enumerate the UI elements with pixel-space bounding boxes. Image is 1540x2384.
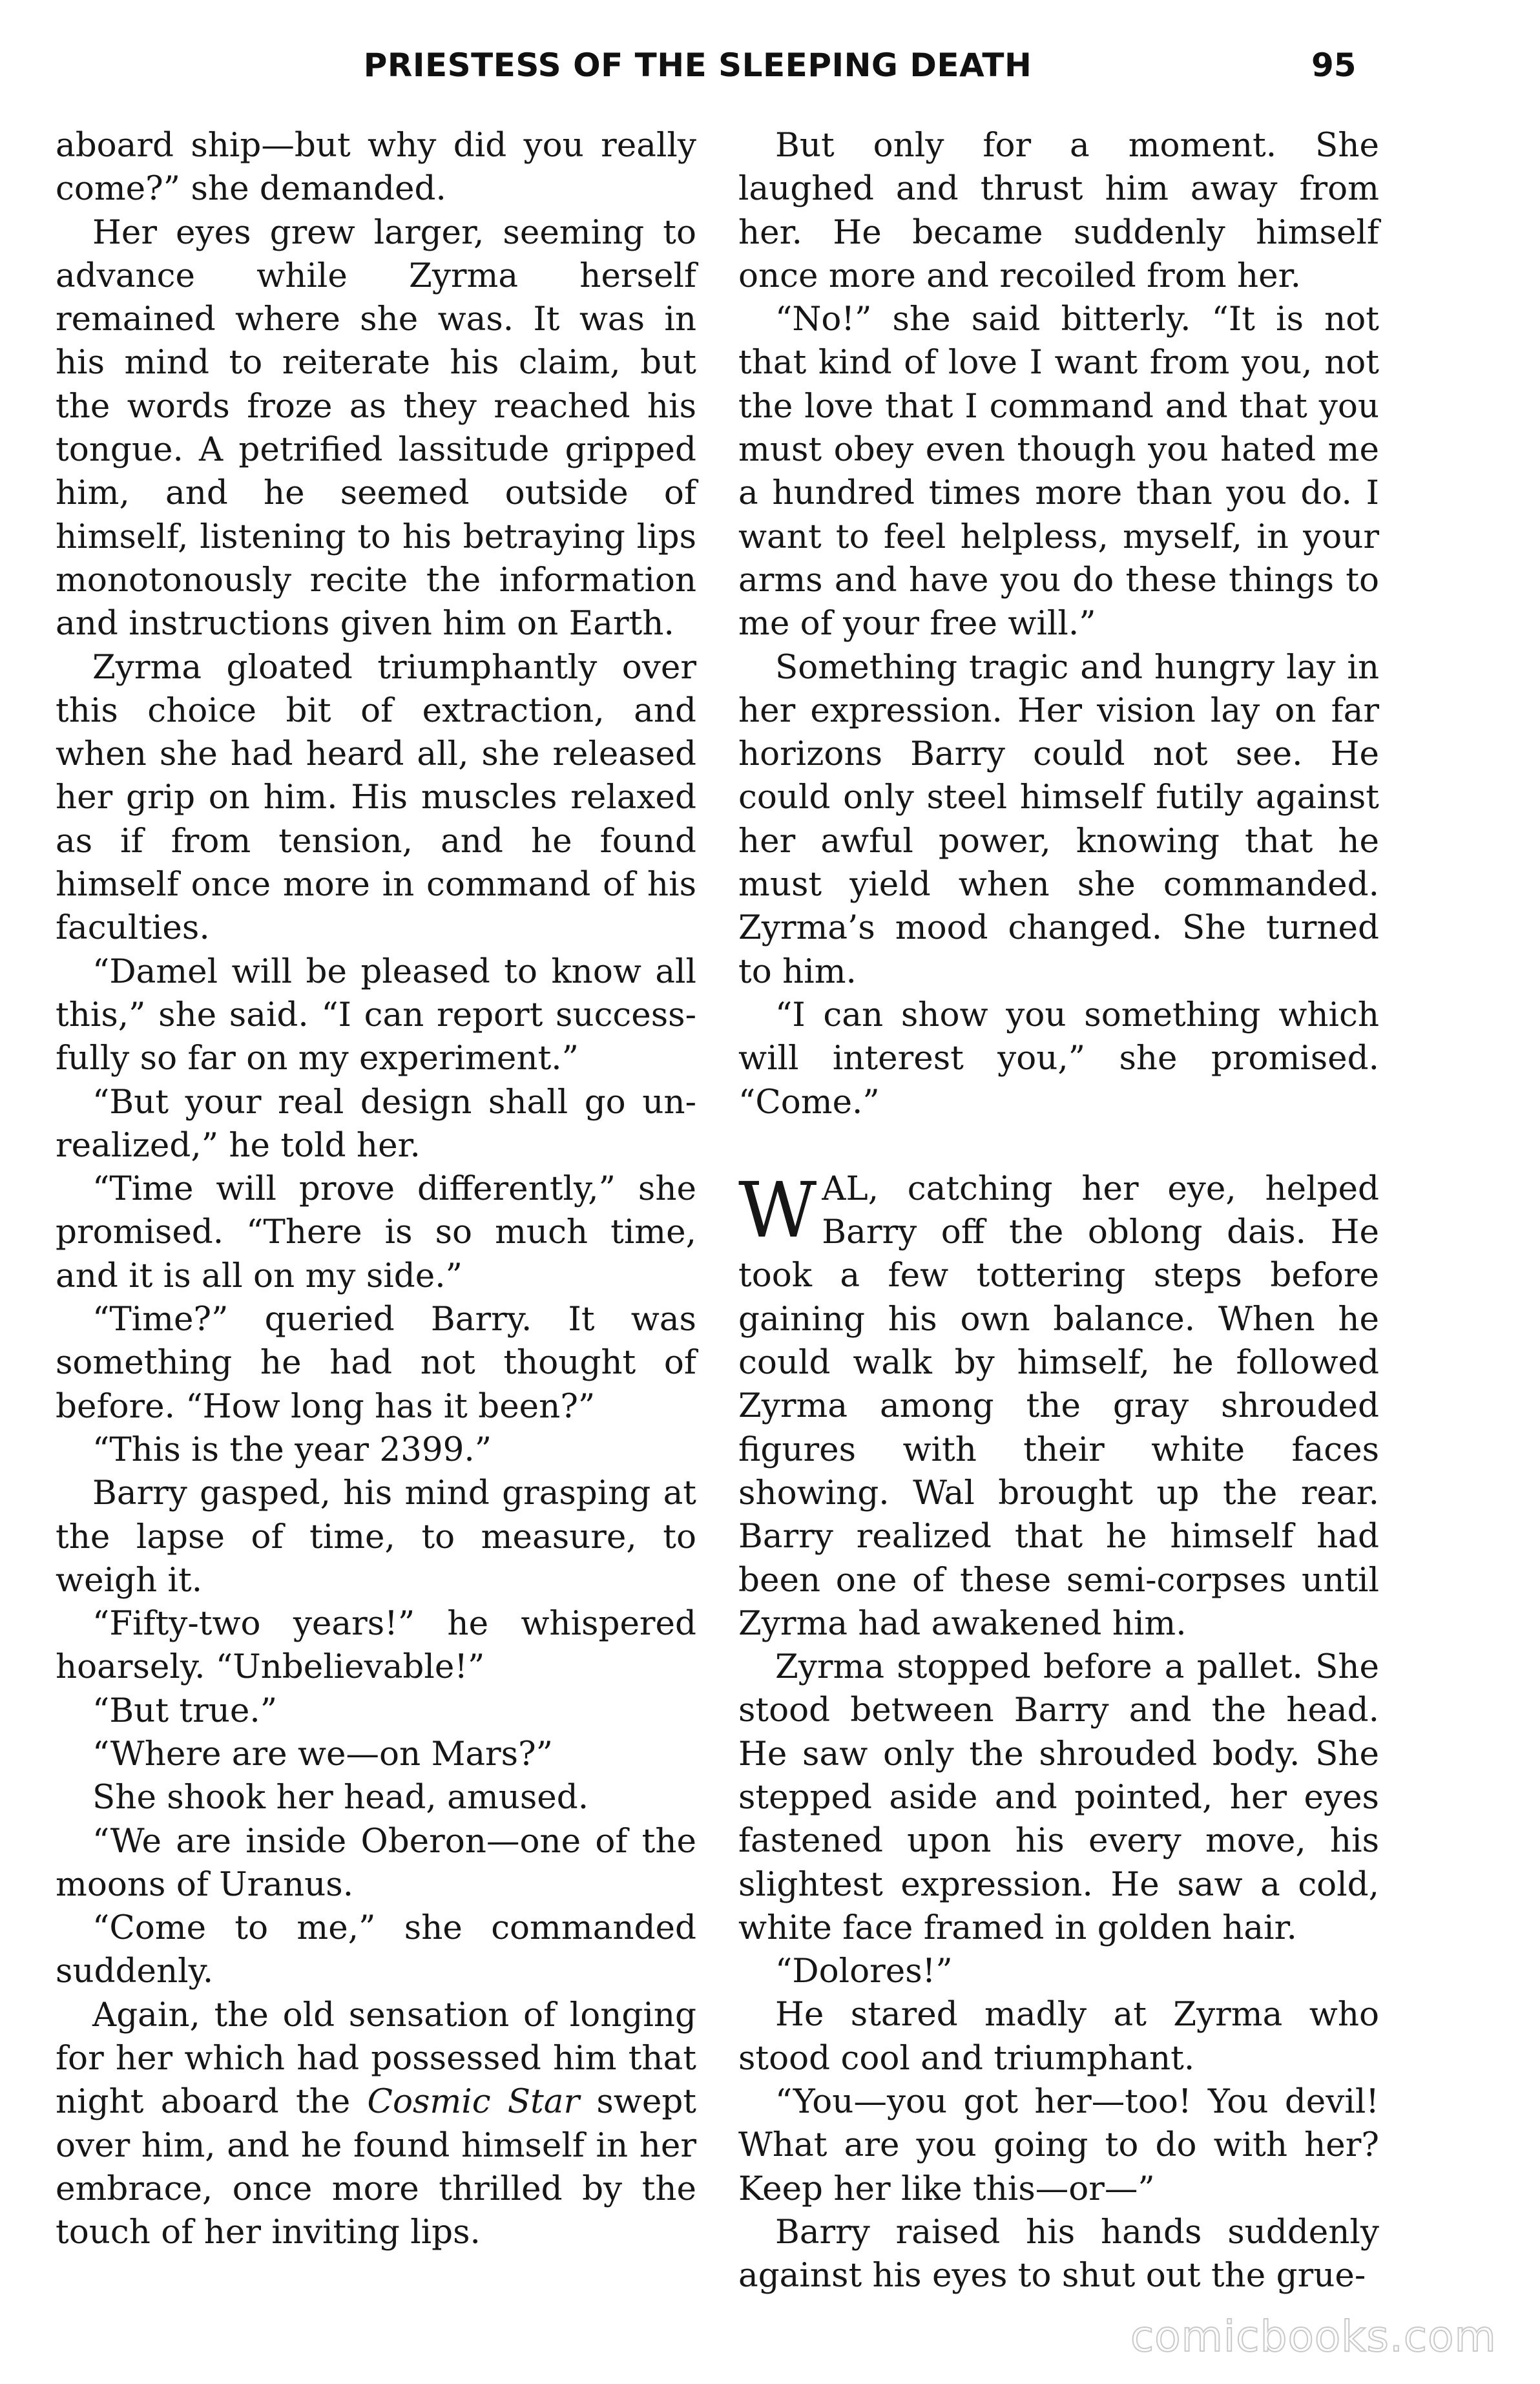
running-title: PRIESTESS OF THE SLEEPING DEATH	[363, 47, 1032, 84]
small-caps-word: AL	[822, 1169, 868, 1208]
page-header	[0, 47, 1540, 105]
paragraph: Zyrma gloated triumphantly over this choice bit of extraction, and when she had heard all, she released her grip on him. His muscles relaxed as if from tension, and he found himself once more in command of his faculties.	[56, 647, 696, 948]
paragraph: “Time will prove differently,” she promised. “There is so much time, and it is all on my side.”	[56, 1169, 696, 1295]
paragraph: “Dolores!”	[775, 1952, 953, 1991]
left-column	[56, 124, 696, 2255]
drop-cap: W	[738, 1165, 817, 1255]
paragraph: “Come to me,” she commanded suddenly.	[56, 1908, 696, 1991]
paragraph: “But your real design shall go unrealized,” he told her.	[56, 1082, 696, 1165]
watermark: comicbooks.com	[1130, 2312, 1497, 2361]
paragraph: “You—you got her—too! You devil! What are you going to do with her? Keep her like this—or—”	[738, 2082, 1379, 2208]
paragraph-text: , catching her eye, helped Barry off the oblong dais. He took a few tottering steps before gaining his own balance. When he could walk by himself, he followed Zyrma among the gray shrouded figures with their white faces showing. Wal brought up the rear. Barry realized that he himself had been one of these semi-corpses until Zyrma had awakened him.	[738, 1169, 1379, 1643]
paragraph: “Where are we—on Mars?”	[92, 1734, 554, 1773]
paragraph: “Fifty-two years!” he whispered hoarsely. “Unbelievable!”	[56, 1604, 696, 1687]
paragraph: “Time?” queried Barry. It was something he had not thought of before. “How long has it been?”	[56, 1300, 696, 1426]
paragraph: aboard ship—but why did you really come?” she demanded.	[56, 126, 696, 209]
paragraph-text: swept over him, and he found himself in her embrace, once more thrilled by the touch of her inviting lips.	[56, 2082, 696, 2252]
paragraph: She shook her head, amused.	[92, 1778, 589, 1817]
paragraph: “Damel will be pleased to know all this,” she said. “I can report successfully so far on my experiment.”	[56, 952, 696, 1078]
section-opening-paragraph	[738, 1167, 1379, 1646]
right-column	[738, 124, 1379, 2298]
paragraph: “We are inside Oberon—one of the moons of Uranus.	[56, 1821, 696, 1904]
paragraph: “This is the year 2399.”	[92, 1430, 492, 1469]
paragraph: He stared madly at Zyrma who stood cool and triumphant.	[738, 1995, 1379, 2078]
paragraph: Zyrma stopped before a pallet. She stood between Barry and the head. He saw only the shrouded body. She stepped aside and pointed, her eyes fastened upon his every move, his slightest expression. He saw a cold, white face framed in golden hair.	[738, 1647, 1379, 1947]
paragraph	[56, 1994, 696, 2255]
ship-name-italic: Cosmic Star	[367, 2082, 580, 2122]
paragraph: “No!” she said bitterly. “It is not that kind of love I want from you, not the love that I command and that you must obey even though you hated me a hundred times more than you do. I want to feel helpless, myself, in your arms and have you do these things to me of your free will.”	[738, 300, 1379, 643]
paragraph: “But true.”	[92, 1691, 278, 1730]
paragraph: Barry raised his hands suddenly against his eyes to shut out the grue-	[738, 2212, 1379, 2295]
page-number: 95	[1311, 47, 1357, 84]
paragraph-text: Again, the old sensation of longing for her which had possessed him that night aboard the	[56, 1995, 696, 2122]
paragraph: Barry gasped, his mind grasping at the lapse of time, to measure, to weigh it.	[56, 1474, 696, 1600]
paragraph: Something tragic and hungry lay in her expression. Her vision lay on far horizons Barry could not see. He could only steel himself futily against her awful power, knowing that he must yield when she commanded. Zyrma’s mood changed. She turned to him.	[738, 647, 1379, 991]
paragraph: Her eyes grew larger, seeming to advance while Zyrma herself remained where she was. It was in his mind to reiterate his claim, but the words froze as they reached his tongue. A petrified lassitude gripped him, and he seemed outside of himself, listening to his betraying lips monotonously recite the information and instructions given him on Earth.	[56, 213, 696, 643]
paragraph: But only for a moment. She laughed and thrust him away from her. He became suddenly himself once more and recoiled from her.	[738, 126, 1379, 295]
paragraph: “I can show you something which will interest you,” she promised. “Come.”	[738, 995, 1379, 1122]
